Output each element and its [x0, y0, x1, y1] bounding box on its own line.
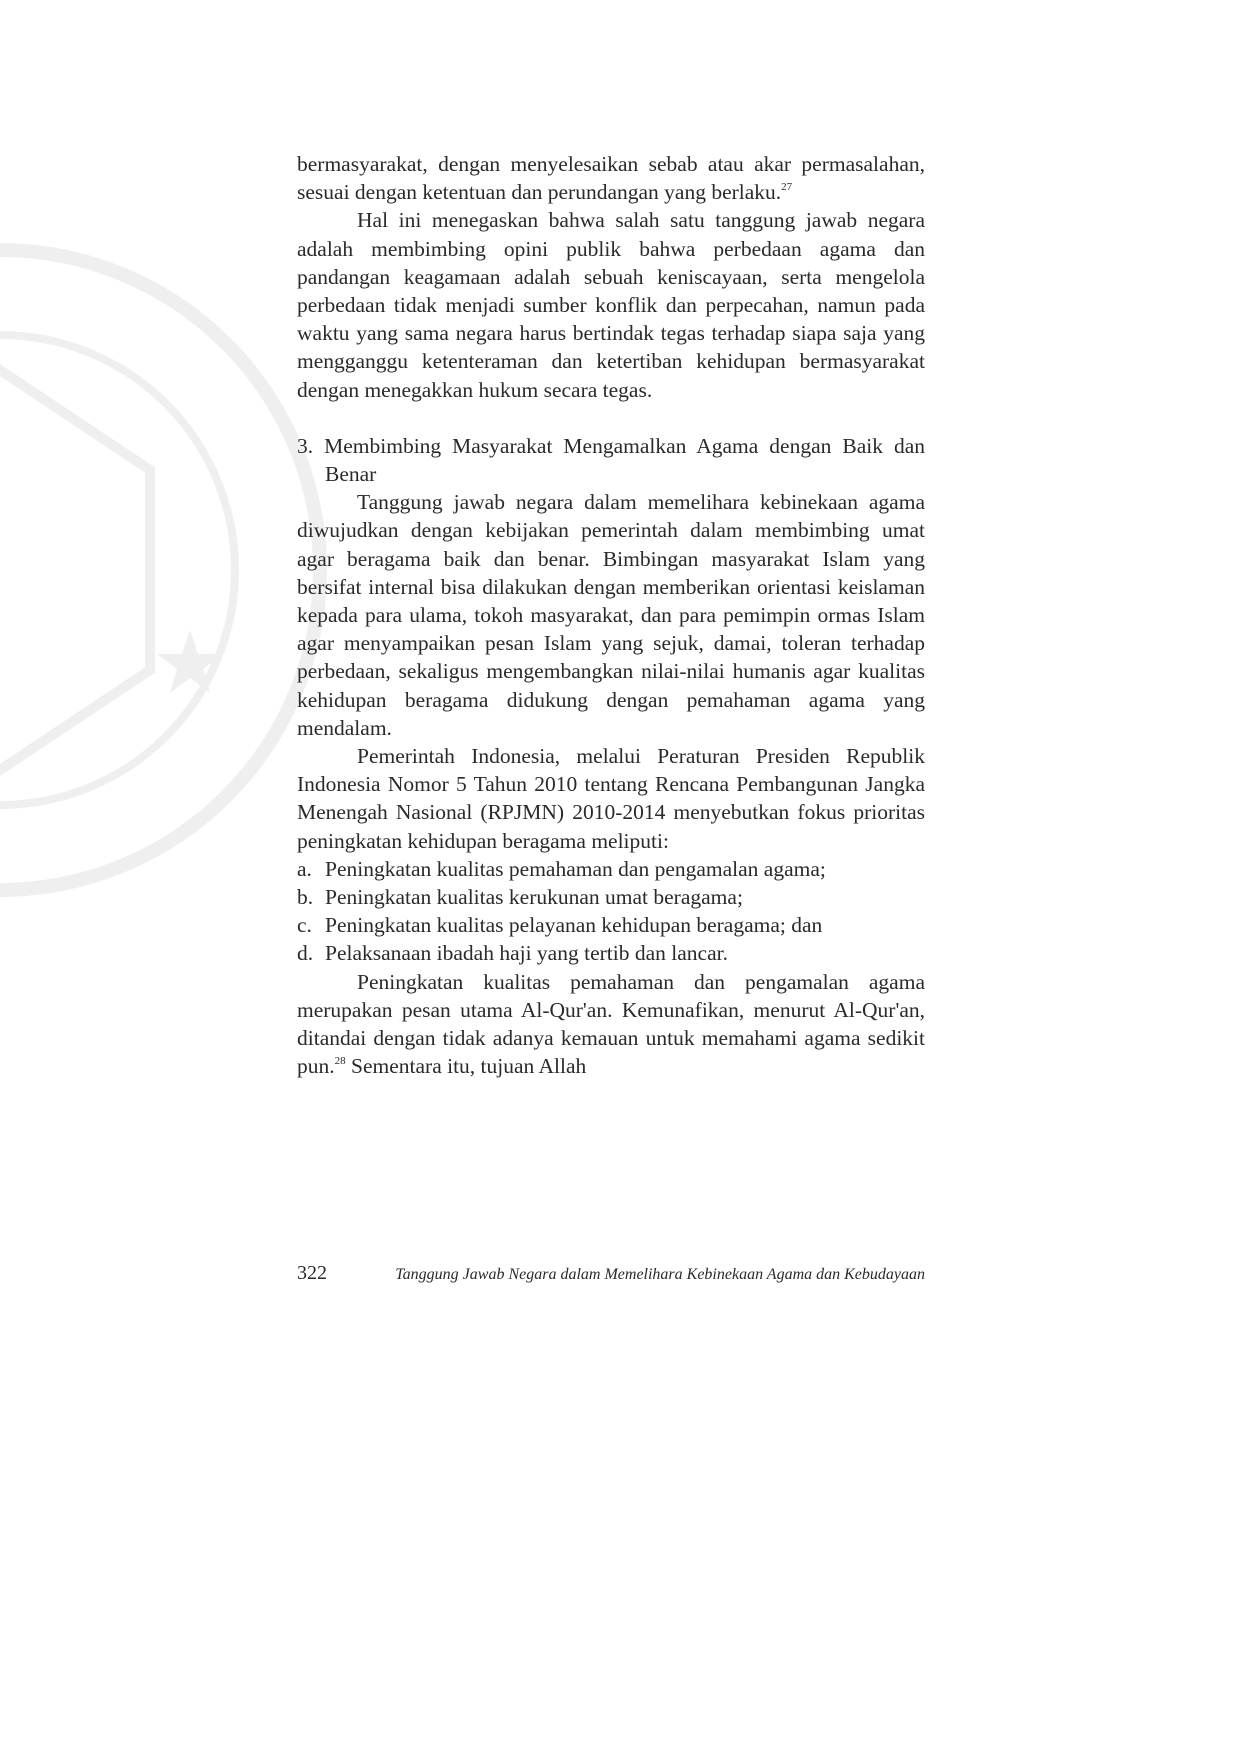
- paragraph: Peningkatan kualitas pemahaman dan pengamalan agama merupakan pesan utama Al-Qur'an. Kemunafikan, menurut Al-Qur'an, ditandai dengan tidak adanya kemauan untuk memahami agama sedikit pun.$^{28}$ Sementara itu, tujuan Allah: [297, 969, 925, 1079]
- list-marker: c.: [297, 913, 312, 938]
- list-item-text: Peningkatan kualitas kerukunan umat beragama;: [325, 885, 743, 910]
- list-item-text: Peningkatan kualitas pelayanan kehidupan beragama; dan: [325, 913, 823, 938]
- paragraph: Tanggung jawab negara dalam memelihara kebinekaan agama diwujudkan dengan kebijakan pemerintah dalam membimbing umat agar beragama baik dan benar. Bimbingan masyarakat Islam yang bersifat internal bisa dilakukan dengan memberikan orientasi keislaman kepada para ulama, tokoh masyarakat, dan para pemimpin ormas Islam agar menyampaikan pesan Islam yang sejuk, damai, toleran terhadap perbedaan, sekaligus mengembangkan nilai-nilai humanis agar kualitas kehidupan beragama didukung dengan pemahaman agama yang mendalam.: [297, 490, 925, 740]
- spacer: [297, 404, 925, 432]
- list-item-text: Peningkatan kualitas pemahaman dan pengamalan agama;: [325, 856, 826, 881]
- section-heading: 3. Membimbing Masyarakat Mengamalkan Agama dengan Baik dan Benar: [297, 433, 925, 487]
- paragraph: Pemerintah Indonesia, melalui Peraturan Presiden Republik Indonesia Nomor 5 Tahun 2010 tentang Rencana Pembangunan Jangka Menengah Nasional (RPJMN) 2010-2014 menyebutkan fokus prioritas peningkatan kehidupan beragama meliputi:: [297, 744, 925, 853]
- running-title: Tanggung Jawab Negara dalam Memelihara Kebinekaan Agama dan Kebudayaan: [395, 1266, 925, 1283]
- list-marker: b.: [297, 885, 314, 910]
- footnote-ref[interactable]: 28: [334, 1055, 346, 1068]
- list-item: [297, 855, 925, 883]
- paragraph: Hal ini menegaskan bahwa salah satu tanggung jawab negara adalah membimbing opini publik bahwa perbedaan agama dan pandangan keagamaan adalah sebuah keniscayaan, serta mengelola perbedaan tidak menjadi sumber konflik dan perpecahan, namun pada waktu yang sama negara harus bertindak tegas terhadap siapa saja yang mengganggu ketenteraman dan ketertiban kehidupan bermasyarakat dengan menegakkan hukum secara tegas.: [297, 208, 925, 402]
- list-item: [297, 911, 925, 939]
- list-item: [297, 939, 925, 967]
- page-footer: [297, 1262, 925, 1285]
- seal-watermark-icon: [0, 240, 330, 900]
- priority-list: [297, 855, 925, 968]
- body-text: [297, 150, 925, 1081]
- page-number: 322: [297, 1262, 327, 1284]
- list-item-text: Pelaksanaan ibadah haji yang tertib dan lancar.: [325, 941, 728, 966]
- footnote-ref[interactable]: 27: [781, 181, 793, 194]
- paragraph: bermasyarakat, dengan menyelesaikan sebab atau akar permasalahan, sesuai dengan ketentuan dan perundangan yang berlaku.$^{27}$: [297, 152, 925, 205]
- list-item: [297, 883, 925, 911]
- list-marker: a.: [297, 856, 312, 881]
- list-marker: d.: [297, 941, 314, 966]
